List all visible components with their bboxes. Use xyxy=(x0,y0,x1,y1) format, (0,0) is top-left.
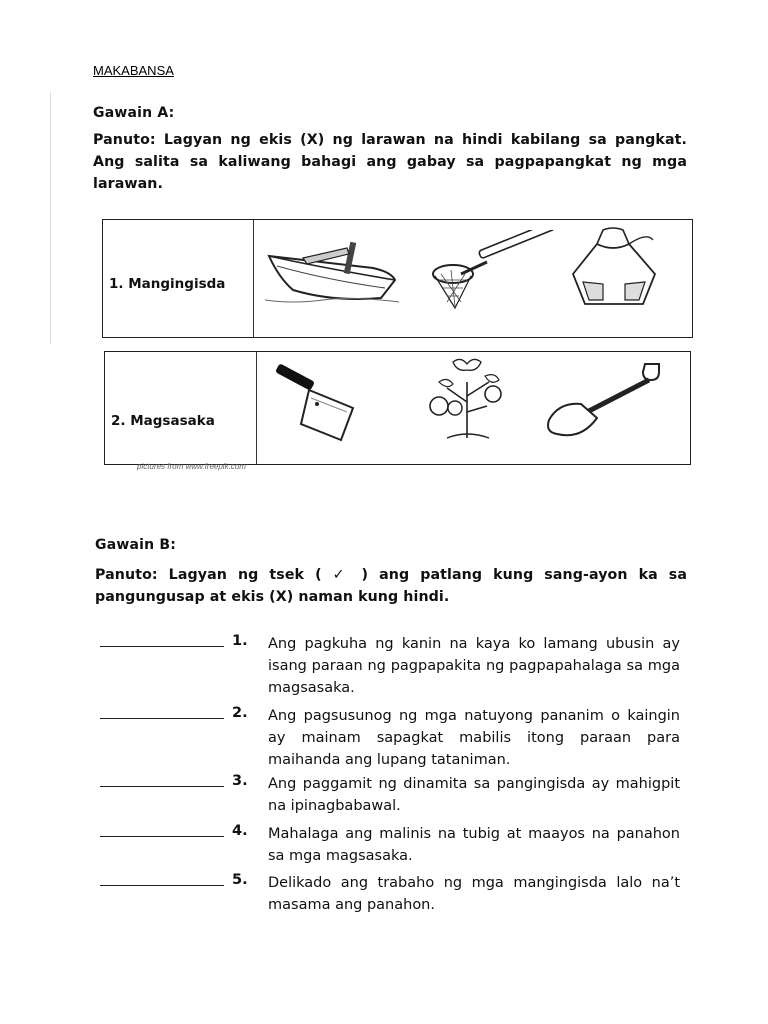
subject-title: MAKABANSA xyxy=(93,63,174,78)
item-statement: Ang paggamit ng dinamita sa pangingisda ay mahigpit na ipinagbabawal. xyxy=(268,776,680,814)
item-statement: Ang pagkuha ng kanin na kaya ko lamang ubusin ay isang paraan ng pagpapakita ng pagpapahalaga sa mga magsasaka. xyxy=(268,636,680,696)
item-number: 3. xyxy=(232,773,248,789)
answer-blank[interactable] xyxy=(100,718,224,719)
answer-blank[interactable] xyxy=(100,836,224,837)
item-number: 1. xyxy=(232,633,248,649)
page-margin-line xyxy=(50,92,51,344)
item-number: 2. xyxy=(232,705,248,721)
item-statement: Ang pagsusunog ng mga natuyong pananim o kaingin ay mainam sapagkat mabilis itong paraan para maihanda ang lupang tataniman. xyxy=(268,708,680,768)
item-number: 5. xyxy=(232,872,248,888)
item-number: 4. xyxy=(232,823,248,839)
row-divider xyxy=(256,352,257,464)
gawain-a-instruction: Panuto: Lagyan ng ekis (X) ng larawan na hindi kabilang sa pangkat. Ang salita sa kaliwang bahagi ang gabay sa pagpapangkat ng mga larawan. xyxy=(93,132,687,192)
row-magsasaka xyxy=(104,351,691,465)
answer-blank[interactable] xyxy=(100,786,224,787)
fishing-net-icon[interactable] xyxy=(425,230,565,310)
row-label-mangingisda: 1. Mangingisda xyxy=(109,276,226,292)
item-statement: Delikado ang trabaho ng mga mangingisda lalo na’t masama ang panahon. xyxy=(268,875,680,913)
image-credit: pictures from www.freepik.com xyxy=(137,462,246,471)
boat-icon[interactable] xyxy=(263,228,403,308)
row-label-magsasaka: 2. Magsasaka xyxy=(111,413,215,429)
answer-blank[interactable] xyxy=(100,646,224,647)
answer-blank[interactable] xyxy=(100,885,224,886)
gawain-b-instruction: Panuto: Lagyan ng tsek ( ✓ ) ang patlang kung sang-ayon ka sa pangungusap at ekis (X) naman kung hindi. xyxy=(95,567,687,605)
cleaver-icon[interactable] xyxy=(271,364,371,444)
gawain-a-heading: Gawain A: xyxy=(93,105,175,121)
apron-icon[interactable] xyxy=(563,224,663,312)
row-mangingisda xyxy=(102,219,693,338)
tomato-plant-icon[interactable] xyxy=(417,352,517,440)
shovel-icon[interactable] xyxy=(541,360,671,440)
gawain-b-heading: Gawain B: xyxy=(95,537,177,553)
item-statement: Mahalaga ang malinis na tubig at maayos na panahon sa mga magsasaka. xyxy=(268,826,680,864)
row-divider xyxy=(253,220,254,337)
